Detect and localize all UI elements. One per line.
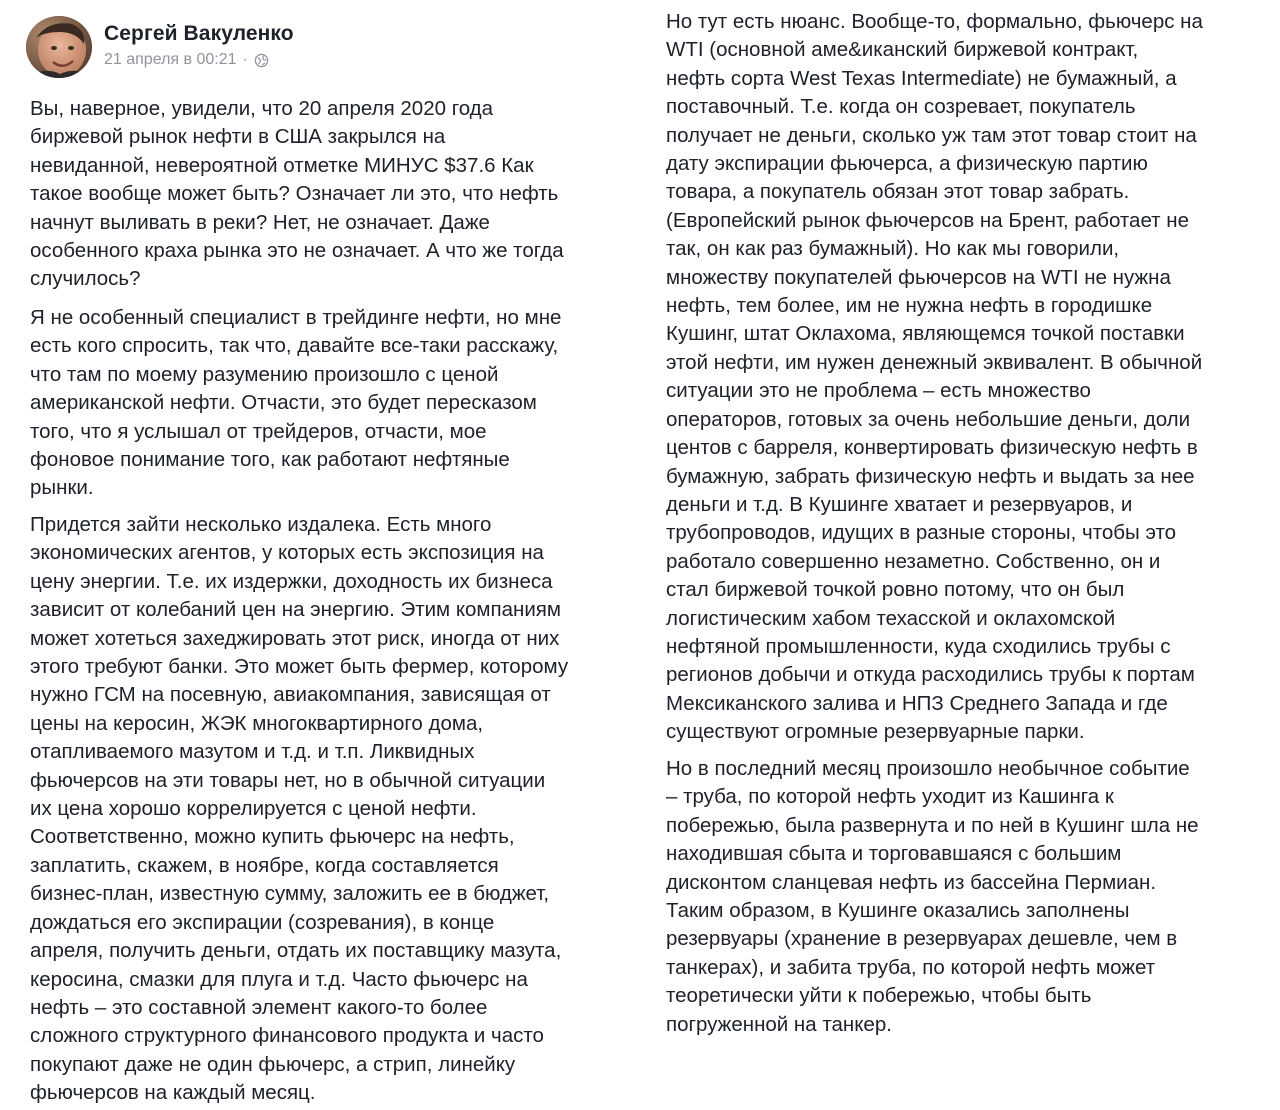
post-header	[26, 16, 626, 78]
text-line: фьючерсов на каждый месяц.	[30, 1081, 316, 1105]
text-line: трубопроводов, идущих в разные стороны, чтобы это	[666, 521, 1177, 545]
text-line: невиданной, невероятной отметке МИНУС $37.6 Как	[30, 153, 534, 177]
text-line: бумажную, забрать физическую нефть и выдать за нее	[666, 464, 1195, 488]
text-line: биржевой рынок нефти в США закрылся на	[30, 125, 446, 149]
text-line: экономических агентов, у которых есть экспозиция на	[30, 541, 544, 565]
text-line: WTI (основной аме&иканский биржевой контракт,	[666, 38, 1139, 62]
text-line: находившая сбыта и торговавшаяся с большим	[666, 842, 1122, 866]
text-line: ситуации это не проблема – есть множество	[666, 379, 1091, 403]
text-line: цены на керосин, ЖЭК многоквартирного дома,	[30, 711, 484, 735]
text-line: Кушинг, штат Оклахома, являющемся точкой поставки	[666, 322, 1185, 346]
text-line: товара, а покупатель обязан этот товар забрать.	[666, 180, 1130, 204]
text-line: особенного краха рынка это не означает. А что же тогда	[30, 239, 564, 263]
text-line: танкерах), и забита труба, по которой нефть может	[666, 955, 1156, 979]
text-line: нефть, тем более, им не нужна нефть в городишке	[666, 294, 1153, 318]
text-line: их цена хорошо коррелируется с ценой нефти.	[30, 797, 477, 821]
text-line: Но тут есть нюанс. Вообще-то, формально, фьючерс на	[666, 10, 1203, 33]
text-line: покупают даже не один фьючерс, а стрип, линейку	[30, 1052, 516, 1076]
text-line: множеству покупателей фьючерсов на WTI не нужна	[666, 265, 1171, 289]
author-name[interactable]: Сергей Вакуленко	[104, 22, 294, 45]
text-line: деньги и т.д. В Кушинге хватает и резервуаров, и	[666, 492, 1133, 516]
text-line: фоновое понимание того, как работают нефтяные	[30, 448, 510, 472]
post-paragraph	[30, 511, 635, 1108]
text-line: цену энергии. Т.е. их издержки, доходность их бизнеса	[30, 569, 553, 593]
right-column	[640, 0, 1280, 1110]
post-paragraph	[666, 755, 1271, 1039]
text-line: Соответственно, можно купить фьючерс на нефть,	[30, 825, 515, 849]
text-line: есть кого спросить, так что, давайте все-таки расскажу,	[30, 334, 559, 358]
text-line: логистическим хабом техасской и оклахомской	[666, 606, 1116, 630]
text-line: нефть – это составной элемент какого-то более	[30, 995, 488, 1019]
text-line: отапливаемого мазутом и т.д. и т.п. Ликвидных	[30, 740, 475, 764]
avatar-photo-icon	[26, 16, 92, 78]
text-line: стал биржевой точкой ровно потому, что он был	[666, 578, 1125, 602]
text-line: поставочный. Т.е. когда он созревает, покупатель	[666, 95, 1136, 119]
text-line: Я не особенный специалист в трейдинге нефти, но мне	[30, 306, 562, 329]
text-line: случилось?	[30, 267, 141, 291]
text-line: Но в последний месяц произошло необычное событие	[666, 757, 1190, 780]
text-line: начнут выливать в реки? Нет, не означает. Даже	[30, 210, 490, 234]
globe-icon[interactable]	[254, 53, 269, 68]
text-line: так, он как раз бумажный). Но как мы говорили,	[666, 237, 1120, 261]
text-line: дисконтом сланцевая нефть из бассейна Пермиан.	[666, 870, 1157, 894]
text-line: дату экспирации фьючерса, а физическую партию	[666, 152, 1148, 176]
text-line: апреля, получить деньги, отдать их поставщику мазута,	[30, 939, 562, 963]
text-line: керосина, смазки для плуга и т.д. Часто фьючерс на	[30, 967, 528, 991]
text-line: нужно ГСМ на посевную, авиакомпания, зависящая от	[30, 683, 551, 707]
text-line: (Европейский рынок фьючерсов на Брент, работает не	[666, 208, 1189, 232]
text-line: регионов добычи и откуда расходились трубы к портам	[666, 663, 1195, 687]
text-line: фьючерсов на эти товары нет, но в обычной ситуации	[30, 768, 546, 792]
post-paragraph	[30, 95, 635, 294]
text-line: может хотеться захеджировать этот риск, иногда от них	[30, 626, 560, 650]
avatar[interactable]	[26, 16, 92, 78]
text-line: что там по моему разумению произошло с ценой	[30, 362, 499, 386]
text-line: операторов, готовых за очень небольшие деньги, доли	[666, 407, 1191, 431]
text-line: погруженной на танкер.	[666, 1012, 892, 1036]
text-line: работало совершенно незаметно. Собственно, он и	[666, 549, 1161, 573]
text-line: американской нефти. Отчасти, это будет пересказом	[30, 391, 537, 415]
post-paragraph	[30, 304, 635, 503]
meta-separator: ·	[242, 51, 248, 68]
post-date[interactable]: 21 апреля в 00:21	[104, 51, 237, 68]
text-line: получает не деньги, сколько уж там этот товар стоит на	[666, 123, 1197, 147]
text-line: того, что я услышал от трейдеров, отчасти, мое	[30, 419, 487, 443]
text-line: зависит от колебаний цен на энергию. Этим компаниям	[30, 598, 561, 622]
text-line: рынки.	[30, 476, 94, 500]
text-line: заплатить, скажем, в ноябре, когда составляется	[30, 853, 499, 877]
text-line: нефтяной промышленности, куда сходились трубы с	[666, 634, 1171, 658]
text-line: Таким образом, в Кушинге оказались заполнены	[666, 899, 1130, 923]
text-line: этого требуют банки. Это может быть фермер, которому	[30, 655, 569, 679]
text-line: – труба, по которой нефть уходит из Кашинга к	[666, 785, 1114, 809]
text-line: существуют огромные резервуарные парки.	[666, 720, 1085, 744]
post-meta	[104, 51, 269, 69]
text-line: такое вообще может быть? Означает ли это, что нефть	[30, 182, 559, 206]
text-line: побережью, была развернута и по ней в Кушинг шла не	[666, 813, 1199, 837]
text-line: нефть сорта West Texas Intermediate) не бумажный, а	[666, 66, 1177, 90]
text-line: центов с барреля, конвертировать физическую нефть в	[666, 436, 1198, 460]
text-line: этой нефти, им нужен денежный эквивалент. В обычной	[666, 350, 1203, 374]
text-line: резервуары (хранение в резервуарах дешевле, чем в	[666, 927, 1178, 951]
text-line: Мексиканского залива и НПЗ Среднего Запада и где	[666, 691, 1168, 715]
text-line: дождаться его экспирации (созревания), в конце	[30, 910, 495, 934]
text-line: Вы, наверное, увидели, что 20 апреля 2020 года	[30, 97, 494, 120]
text-line: Придется зайти несколько издалека. Есть много	[30, 513, 492, 536]
post-paragraph	[666, 8, 1271, 747]
text-line: бизнес-план, известную сумму, заложить ее в бюджет,	[30, 882, 550, 906]
text-line: теоретически уйти к побережью, чтобы быть	[666, 984, 1092, 1008]
text-line: сложного структурного финансового продукта и часто	[30, 1024, 544, 1048]
